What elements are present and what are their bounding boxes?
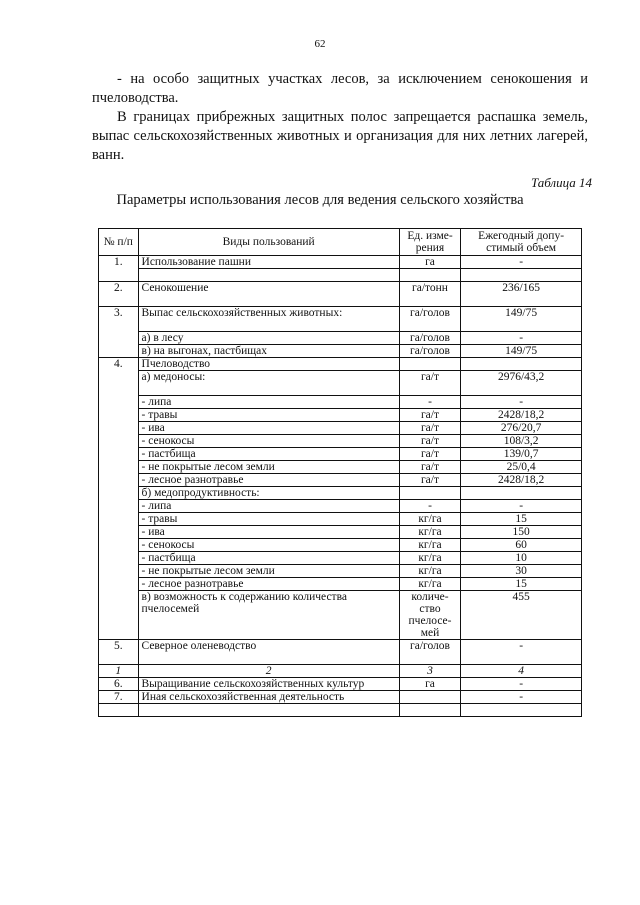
row-kind: Выпас сельскохозяйственных животных: — [138, 307, 399, 320]
row-num — [99, 500, 139, 513]
row-unit: га/т — [399, 448, 460, 461]
row-kind: Использование пашни — [138, 256, 399, 269]
row-num: 1. — [99, 256, 139, 269]
row-unit: га/голов — [399, 345, 460, 358]
row-num — [99, 565, 139, 578]
row-volume: - — [461, 678, 582, 691]
table-row — [99, 448, 582, 461]
header-unit: Ед. изме-рения — [399, 229, 460, 256]
row-kind: Иная сельскохозяйственная деятельность — [138, 691, 399, 704]
row-kind: Северное оленеводство — [138, 640, 399, 653]
row-unit: кг/га — [399, 526, 460, 539]
row-unit: кг/га — [399, 552, 460, 565]
row-kind: - травы — [138, 513, 399, 526]
row-unit: га/голов — [399, 332, 460, 345]
row-volume: 139/0,7 — [461, 448, 582, 461]
row-volume: 276/20,7 — [461, 422, 582, 435]
row-volume: 236/165 — [461, 282, 582, 295]
row-num — [99, 371, 139, 384]
row-kind: Пчеловодство — [138, 358, 399, 371]
table-row — [99, 487, 582, 500]
row-volume: 25/0,4 — [461, 461, 582, 474]
row-unit: га/голов — [399, 640, 460, 653]
header-num: № п/п — [99, 229, 139, 256]
row-volume: - — [461, 256, 582, 269]
row-kind: - пастбища — [138, 448, 399, 461]
table-row — [99, 409, 582, 422]
row-volume: 30 — [461, 565, 582, 578]
table-row — [99, 578, 582, 591]
row-volume: 15 — [461, 578, 582, 591]
row-unit: кг/га — [399, 578, 460, 591]
table-row — [99, 422, 582, 435]
table-row — [99, 552, 582, 565]
row-kind: - не покрытые лесом земли — [138, 461, 399, 474]
row-num: 5. — [99, 640, 139, 653]
row-volume: 2976/43,2 — [461, 371, 582, 384]
row-volume: 15 — [461, 513, 582, 526]
row-num — [99, 396, 139, 409]
table-row — [99, 539, 582, 552]
table-title: Параметры использования лесов для ведения сельского хозяйства — [116, 192, 524, 208]
table-row — [99, 526, 582, 539]
row-volume: 455 — [461, 591, 582, 640]
row-kind: - ива — [138, 422, 399, 435]
row-kind: - лесное разнотравье — [138, 474, 399, 487]
row-num — [99, 487, 139, 500]
row-volume: 10 — [461, 552, 582, 565]
row-volume — [461, 358, 582, 371]
row-num: 6. — [99, 678, 139, 691]
row-unit: га/тонн — [399, 282, 460, 295]
row-num — [99, 552, 139, 565]
row-num — [99, 345, 139, 358]
row-unit: - — [399, 396, 460, 409]
paragraph-2: В границах прибрежных защитных полос запрещается распашка земель, выпас сельскохозяйственных животных и организация для них летних лагерей, ванн. — [92, 109, 588, 163]
table-row — [99, 678, 582, 691]
row-num — [99, 539, 139, 552]
row-kind: Сенокошение — [138, 282, 399, 295]
table-row — [99, 591, 582, 640]
row-volume: - — [461, 691, 582, 704]
row-unit: кг/га — [399, 539, 460, 552]
table-row — [99, 435, 582, 448]
row-num — [99, 578, 139, 591]
table-row — [99, 640, 582, 653]
row-unit: га/т — [399, 474, 460, 487]
row-kind: в) возможность к содержанию количества пчелосемей — [138, 591, 399, 640]
row-volume: 2428/18,2 — [461, 474, 582, 487]
column-number: 2 — [138, 665, 399, 678]
row-volume: 149/75 — [461, 307, 582, 320]
page-number: 62 — [314, 38, 326, 50]
row-volume: 60 — [461, 539, 582, 552]
table-row — [99, 256, 582, 269]
table-row — [99, 396, 582, 409]
table-row — [99, 500, 582, 513]
row-kind: - травы — [138, 409, 399, 422]
row-volume: 150 — [461, 526, 582, 539]
row-kind: а) в лесу — [138, 332, 399, 345]
header-volume: Ежегодный допу-стимый объем — [461, 229, 582, 256]
table-row — [99, 332, 582, 345]
row-unit: кг/га — [399, 565, 460, 578]
row-unit: га — [399, 256, 460, 269]
header-kind: Виды пользований — [138, 229, 399, 256]
table-row — [99, 282, 582, 295]
row-kind: б) медопродуктивность: — [138, 487, 399, 500]
parameters-table — [98, 228, 582, 717]
row-unit — [399, 358, 460, 371]
row-num — [99, 591, 139, 640]
row-unit: га/т — [399, 435, 460, 448]
row-unit — [399, 691, 460, 704]
table-row — [99, 358, 582, 371]
row-num — [99, 526, 139, 539]
row-unit: га/т — [399, 371, 460, 384]
table-row — [99, 513, 582, 526]
column-number: 1 — [99, 665, 139, 678]
row-kind: - не покрытые лесом земли — [138, 565, 399, 578]
row-kind: в) на выгонах, пастбищах — [138, 345, 399, 358]
column-number-row — [99, 665, 582, 678]
row-kind: - ива — [138, 526, 399, 539]
row-unit: га/т — [399, 409, 460, 422]
row-num — [99, 513, 139, 526]
row-kind: - липа — [138, 500, 399, 513]
row-num — [99, 422, 139, 435]
table-row — [99, 371, 582, 384]
row-num: 4. — [99, 358, 139, 371]
row-num — [99, 435, 139, 448]
row-unit: кг/га — [399, 513, 460, 526]
table-row — [99, 474, 582, 487]
row-volume: - — [461, 500, 582, 513]
row-kind: Выращивание сельскохозяйственных культур — [138, 678, 399, 691]
column-number: 3 — [399, 665, 460, 678]
row-kind: - пастбища — [138, 552, 399, 565]
table-row — [99, 345, 582, 358]
row-volume: - — [461, 640, 582, 653]
row-volume — [461, 487, 582, 500]
row-kind: - сенокосы — [138, 435, 399, 448]
row-unit: га/т — [399, 461, 460, 474]
row-volume: - — [461, 332, 582, 345]
row-unit: га/голов — [399, 307, 460, 320]
table-header-row — [99, 229, 582, 256]
row-num — [99, 332, 139, 345]
row-kind: - лесное разнотравье — [138, 578, 399, 591]
row-unit: га — [399, 678, 460, 691]
row-unit: количе-ство пчелосе-мей — [399, 591, 460, 640]
paragraph-1: - на особо защитных участках лесов, за исключением сенокошения и пчеловодства. — [92, 71, 588, 106]
row-num — [99, 474, 139, 487]
row-kind: а) медоносы: — [138, 371, 399, 384]
row-volume: - — [461, 396, 582, 409]
row-num — [99, 461, 139, 474]
row-unit: - — [399, 500, 460, 513]
row-num — [99, 448, 139, 461]
row-num: 7. — [99, 691, 139, 704]
row-volume: 108/3,2 — [461, 435, 582, 448]
row-num: 3. — [99, 307, 139, 320]
row-volume: 2428/18,2 — [461, 409, 582, 422]
table-row — [99, 565, 582, 578]
table-row — [99, 307, 582, 320]
column-number: 4 — [461, 665, 582, 678]
table-row — [99, 691, 582, 704]
row-kind: - сенокосы — [138, 539, 399, 552]
table-row — [99, 461, 582, 474]
row-volume: 149/75 — [461, 345, 582, 358]
row-num — [99, 409, 139, 422]
row-num: 2. — [99, 282, 139, 295]
row-unit: га/т — [399, 422, 460, 435]
row-unit — [399, 487, 460, 500]
table-label: Таблица 14 — [530, 175, 592, 190]
row-kind: - липа — [138, 396, 399, 409]
